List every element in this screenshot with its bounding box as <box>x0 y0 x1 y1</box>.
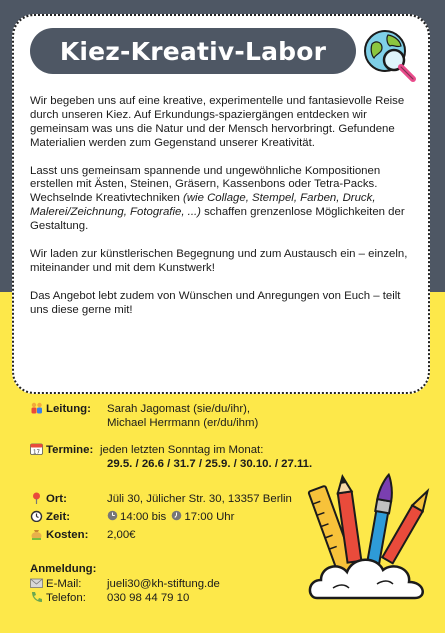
ort-label: Ort: <box>46 493 67 505</box>
leitung-name-1: Sarah Jagomast (sie/du/ihr), <box>107 403 251 415</box>
phone-number[interactable]: 030 98 44 79 10 <box>107 592 190 604</box>
zeit-label: Zeit: <box>46 511 71 523</box>
email-icon <box>30 577 43 589</box>
leitung-label: Leitung: <box>46 403 91 415</box>
paragraph-intro: Wir begeben uns auf eine kreative, experimentelle und fantasievolle Reise durch unseren Kiez. Auf Erkundungs-spaziergängen entdecken wir gemeinsam was uns die Natur und der Mensch hervorbringt. Gefundene Materialien werden zum Gegenstand unserer Kreativität. <box>30 95 405 149</box>
paragraph-wishes: Das Angebot lebt zudem von Wünschen und Anregungen von Euch – teilt uns diese gerne mit! <box>30 289 401 316</box>
ort-row <box>30 492 67 506</box>
termine-row <box>30 443 93 457</box>
leitung-row <box>30 402 91 416</box>
zeit-to: 17:00 Uhr <box>184 511 235 523</box>
phone-row <box>30 591 86 605</box>
location-pin-icon <box>30 492 43 504</box>
globe-magnifier-icon <box>360 26 418 84</box>
termine-dates: 29.5. / 26.6 / 31.7 / 25.9. / 30.10. / 27.11. <box>107 458 313 470</box>
clock-icon <box>107 510 118 521</box>
zeit-from: 14:00 bis <box>120 511 167 523</box>
email-label: E-Mail: <box>46 578 82 590</box>
kosten-row <box>30 528 88 542</box>
termine-text: jeden letzten Sonntag im Monat: <box>100 444 264 456</box>
kosten-value: 2,00€ <box>107 529 136 541</box>
calendar-icon <box>30 443 43 455</box>
termine-label: Termine: <box>46 444 94 456</box>
people-icon <box>30 402 43 414</box>
description-text <box>30 95 412 331</box>
page-title: Kiez-Kreativ-Labor <box>30 28 356 74</box>
anmeldung-heading: Anmeldung: <box>30 563 97 575</box>
ort-address: Jüli 30, Jülicher Str. 30, 13357 Berlin <box>107 493 292 505</box>
zeit-row <box>30 510 70 524</box>
email-address[interactable]: jueli30@kh-stiftung.de <box>107 578 220 590</box>
money-bag-icon <box>30 528 43 540</box>
email-row <box>30 577 81 591</box>
kosten-label: Kosten: <box>46 529 89 541</box>
paragraph-techniques: Lasst uns gemeinsam spannende und ungewöhnliche Kompositionen erstellen mit Ästen, Steinen, Gräsern, Kassenbons oder Tetra-Packs. Wechselnde Kreativtechniken (wie Collage, Stempel, Farben, Druck, Malerei/Zeichnung, Fotografie, ...) schaffen grenzenlose Möglichkeiten der Gestaltung. <box>30 164 405 233</box>
zeit-value <box>107 510 234 524</box>
phone-icon <box>30 591 43 603</box>
phone-label: Telefon: <box>46 592 86 604</box>
art-tools-cloud-illustration <box>305 470 433 615</box>
leitung-name-2: Michael Herrmann (er/du/ihm) <box>107 417 259 429</box>
clock-icon <box>171 510 182 521</box>
paragraph-invitation: Wir laden zur künstlerischen Begegnung und zum Austausch ein – einzeln, miteinander und mit dem Kunstwerk! <box>30 247 408 274</box>
stopwatch-icon <box>30 510 43 522</box>
svg-text:17: 17 <box>33 449 40 455</box>
